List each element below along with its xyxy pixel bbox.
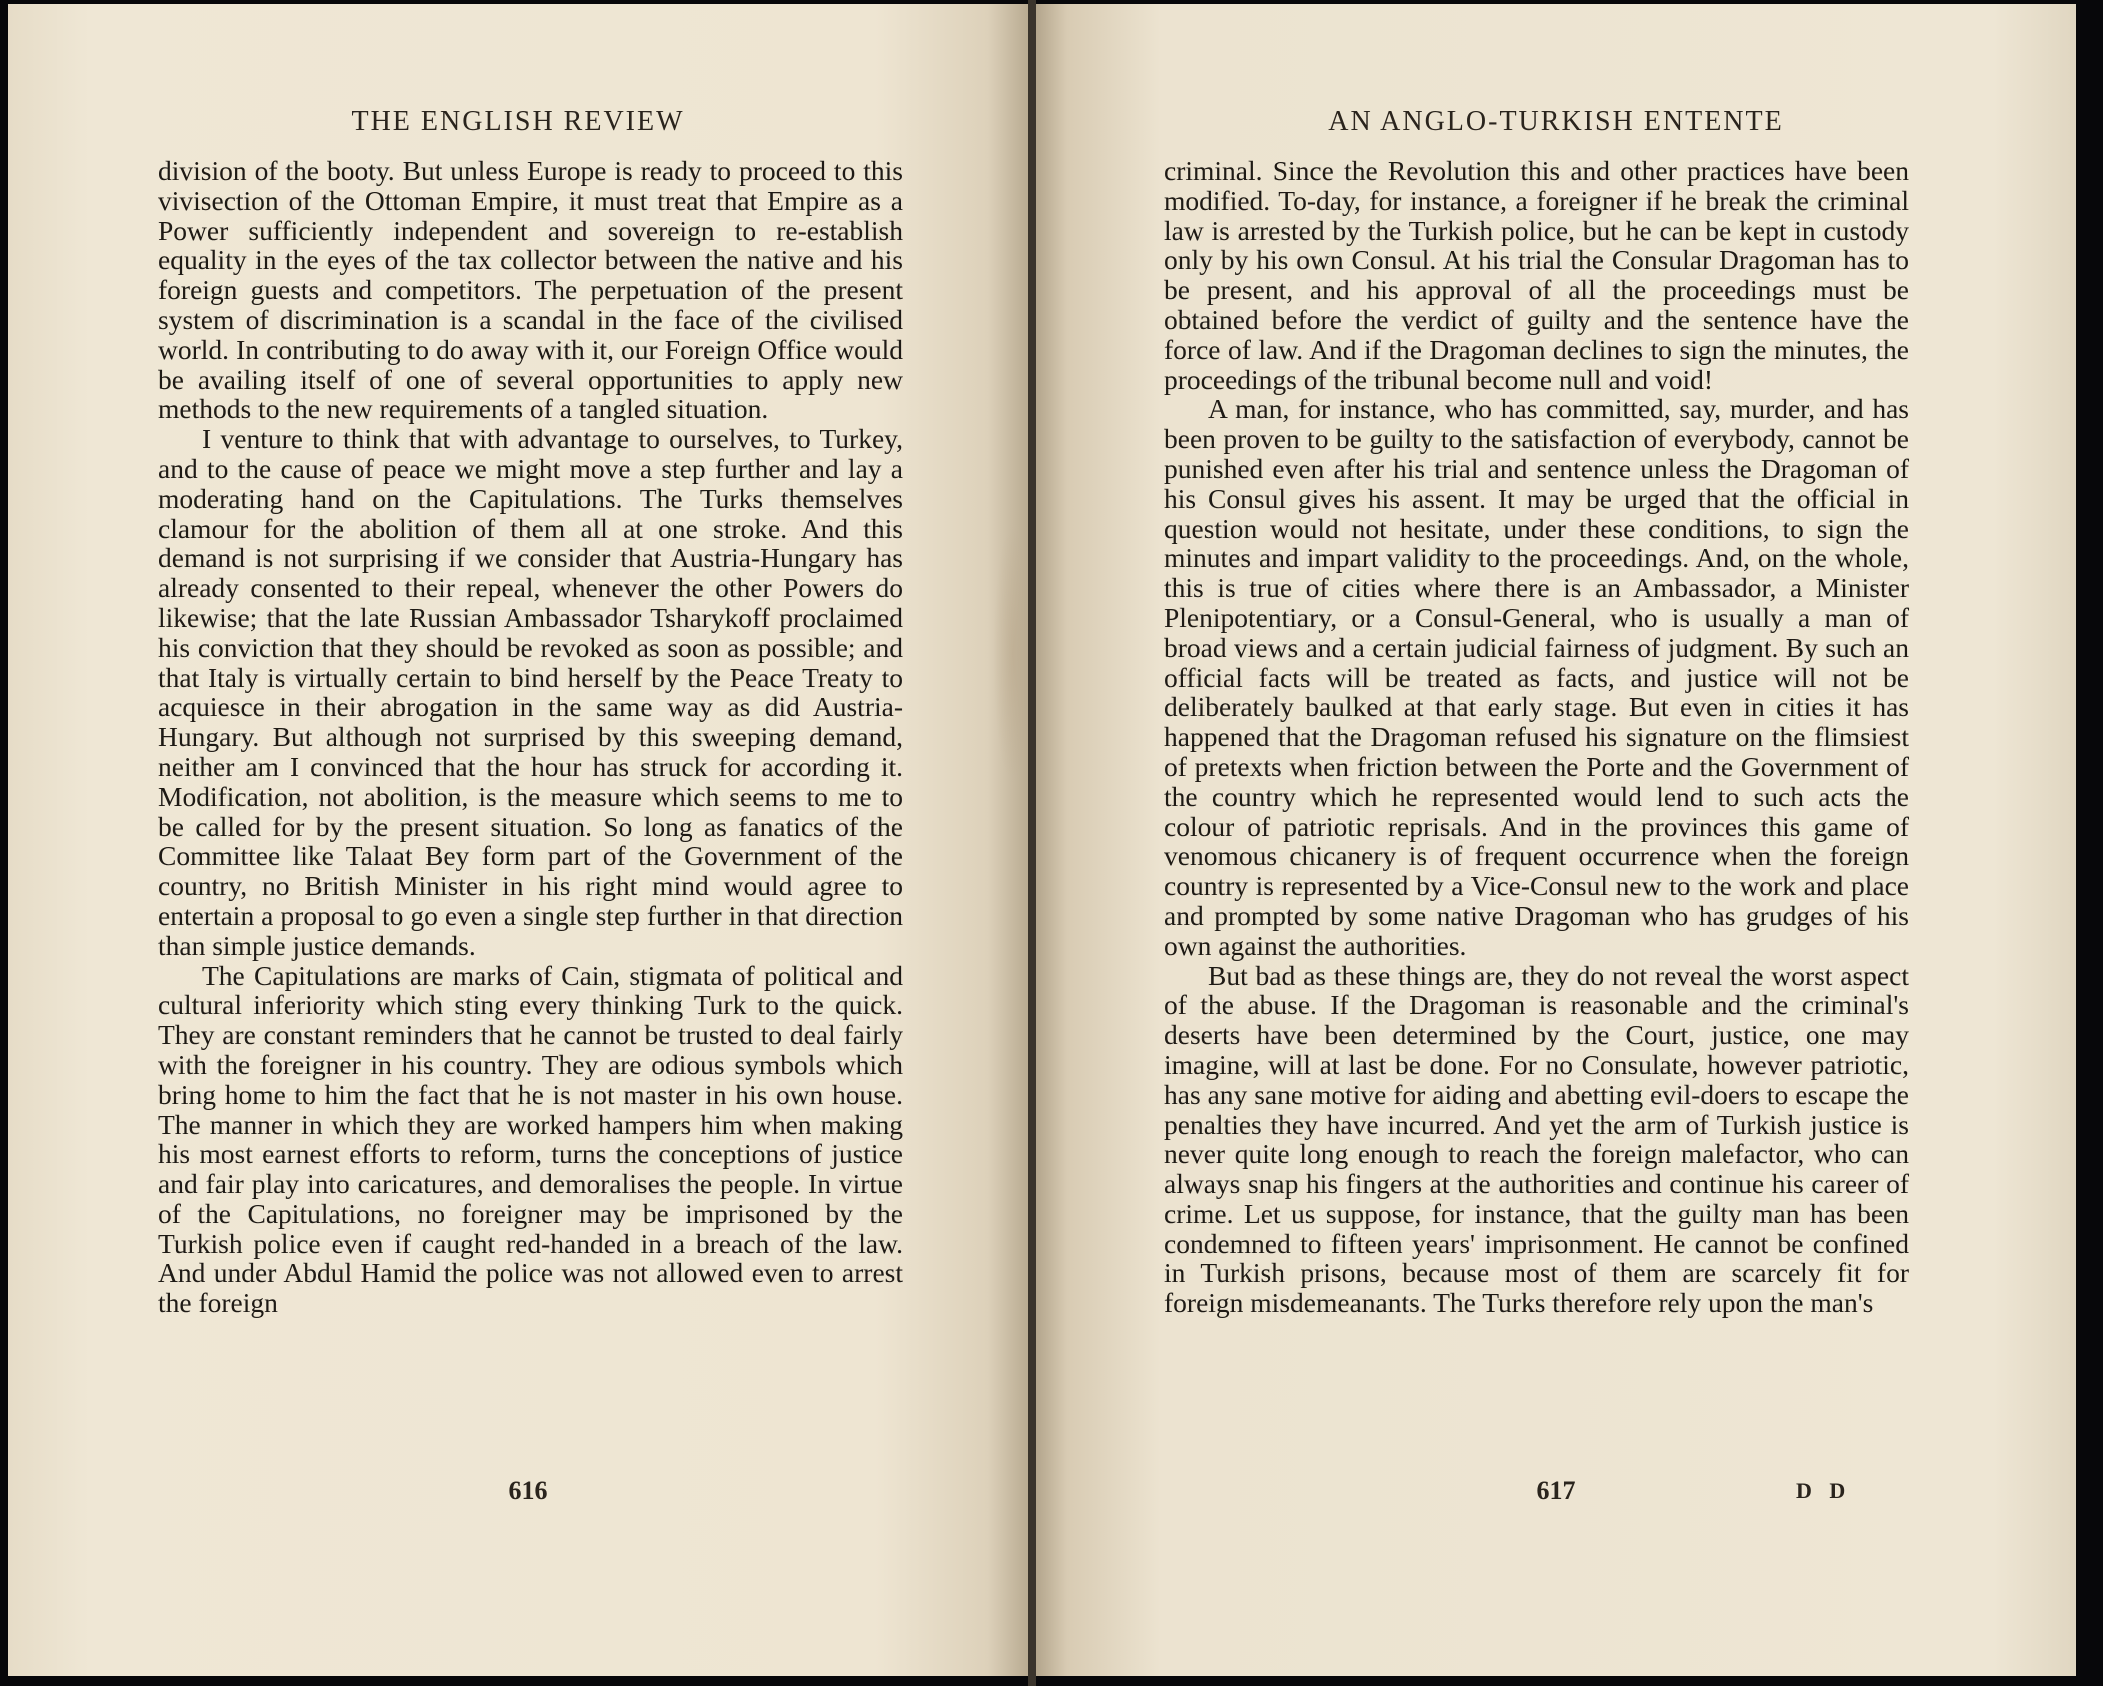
page-number-right: 617 [1536, 1476, 1576, 1505]
page-stain [993, 524, 1028, 784]
signature-mark: D D [1796, 1478, 1852, 1503]
paragraph: But bad as these things are, they do not reveal the worst aspect of the abuse. If the Dragoman is reasonable and the criminal's deserts have been determined by the Court, justice, one may imagine, will at last be done. For no Consulate, however patriotic, has any sane motive for aiding and abetting evil-doers to escape the penalties they have incurred. And yet the arm of Turkish justice is never quite long enough to reach the foreign malefactor, who can always snap his fingers at the authorities and continue his career of crime. Let us suppose, for instance, that the guilty man has been condemned to fifteen years' imprisonment. He cannot be confined in Turkish prisons, because most of them are scarcely fit for foreign misdemeanants. The Turks therefore rely upon the man's [1164, 959, 1909, 1319]
right-page [1036, 4, 2076, 1676]
paragraph: A man, for instance, who has committed, say, murder, and has been proven to be guilty to the satisfaction of everybody, cannot be punished even after his trial and sentence unless the Dragoman of his Consul gives his assent. It may be urged that the official in question would not hesitate, under these conditions, to sign the minutes and impart validity to the proceedings. And, on the whole, this is true of cities where there is an Ambassador, a Minister Plenipotentiary, or a Consul-General, who is usually a man of broad views and a certain judicial fairness of judgment. By such an official facts will be treated as facts, and justice will not be deliberately baulked at that early stage. But even in cities it has happened that the Dragoman refused his signature on the flimsiest of pretexts when friction between the Porte and the Government of the country which he represented would lend to such acts the colour of patriotic reprisals. And in the provinces this game of venomous chicanery is of frequent occurrence when the foreign country is represented by a Vice-Consul new to the work and place and prompted by some native Dragoman who has grudges of his own against the authorities. [1164, 393, 1909, 961]
right-body-text [1164, 156, 1909, 1318]
paragraph: I venture to think that with advantage to ourselves, to Turkey, and to the cause of peace we might move a step further and lay a moderating hand on the Capitulations. The Turks themselves clamour for the abolition of them all at one stroke. And this demand is not surprising if we consider that Austria-Hungary has already consented to their repeal, whenever the other Powers do likewise; that the late Russian Ambassador Tsharykoff proclaimed his conviction that they should be revoked as soon as possible; and that Italy is virtually certain to bind herself by the Peace Treaty to acquiesce in their abrogation in the same way as did Austria-Hungary. But although not surprised by this sweeping demand, neither am I convinced that the hour has struck for according it. Modification, not abolition, is the measure which seems to me to be called for by the present situation. So long as fanatics of the Committee like Talaat Bey form part of the Government of the country, no British Minister in his right mind would agree to entertain a proposal to go even a single step further in that direction than simple justice demands. [158, 423, 903, 961]
paragraph: criminal. Since the Revolution this and other practices have been modified. To-day, for instance, a foreigner if he break the criminal law is arrested by the Turkish police, but he can be kept in custody only by his own Consul. At his trial the Consular Dragoman has to be present, and his approval of all the proceedings must be obtained before the verdict of guilty and the sentence have the force of law. And if the Dragoman declines to sign the minutes, the proceedings of the tribunal become null and void! [1164, 155, 1909, 395]
running-head-left: THE ENGLISH REVIEW [351, 106, 685, 137]
book-gutter [1028, 0, 1036, 1686]
left-page [8, 4, 1028, 1676]
paragraph: The Capitulations are marks of Cain, stigmata of political and cultural inferiority which sting every thinking Turk to the quick. They are constant reminders that he cannot be trusted to deal fairly with the foreigner in his country. They are odious symbols which bring home to him the fact that he is not master in his own house. The manner in which they are worked hampers him when making his most earnest efforts to reform, turns the conceptions of justice and fair play into caricatures, and demoralises the people. In virtue of the Capitulations, no foreigner may be imprisoned by the Turkish police even if caught red-handed in a breach of the law. And under Abdul Hamid the police was not allowed even to arrest the foreign [158, 959, 903, 1319]
running-head-right: AN ANGLO-TURKISH ENTENTE [1328, 106, 1784, 137]
left-body-text [158, 156, 903, 1318]
page-number-left: 616 [508, 1476, 548, 1505]
paragraph: division of the booty. But unless Europe is ready to proceed to this vivisection of the Ottoman Empire, it must treat that Empire as a Power sufficiently independent and sovereign to re-establish equality in the eyes of the tax collector between the native and his foreign guests and competitors. The perpetuation of the present system of discrimination is a scandal in the face of the civilised world. In contributing to do away with it, our Foreign Office would be availing itself of one of several opportunities to apply new methods to the new requirements of a tangled situation. [158, 155, 903, 425]
